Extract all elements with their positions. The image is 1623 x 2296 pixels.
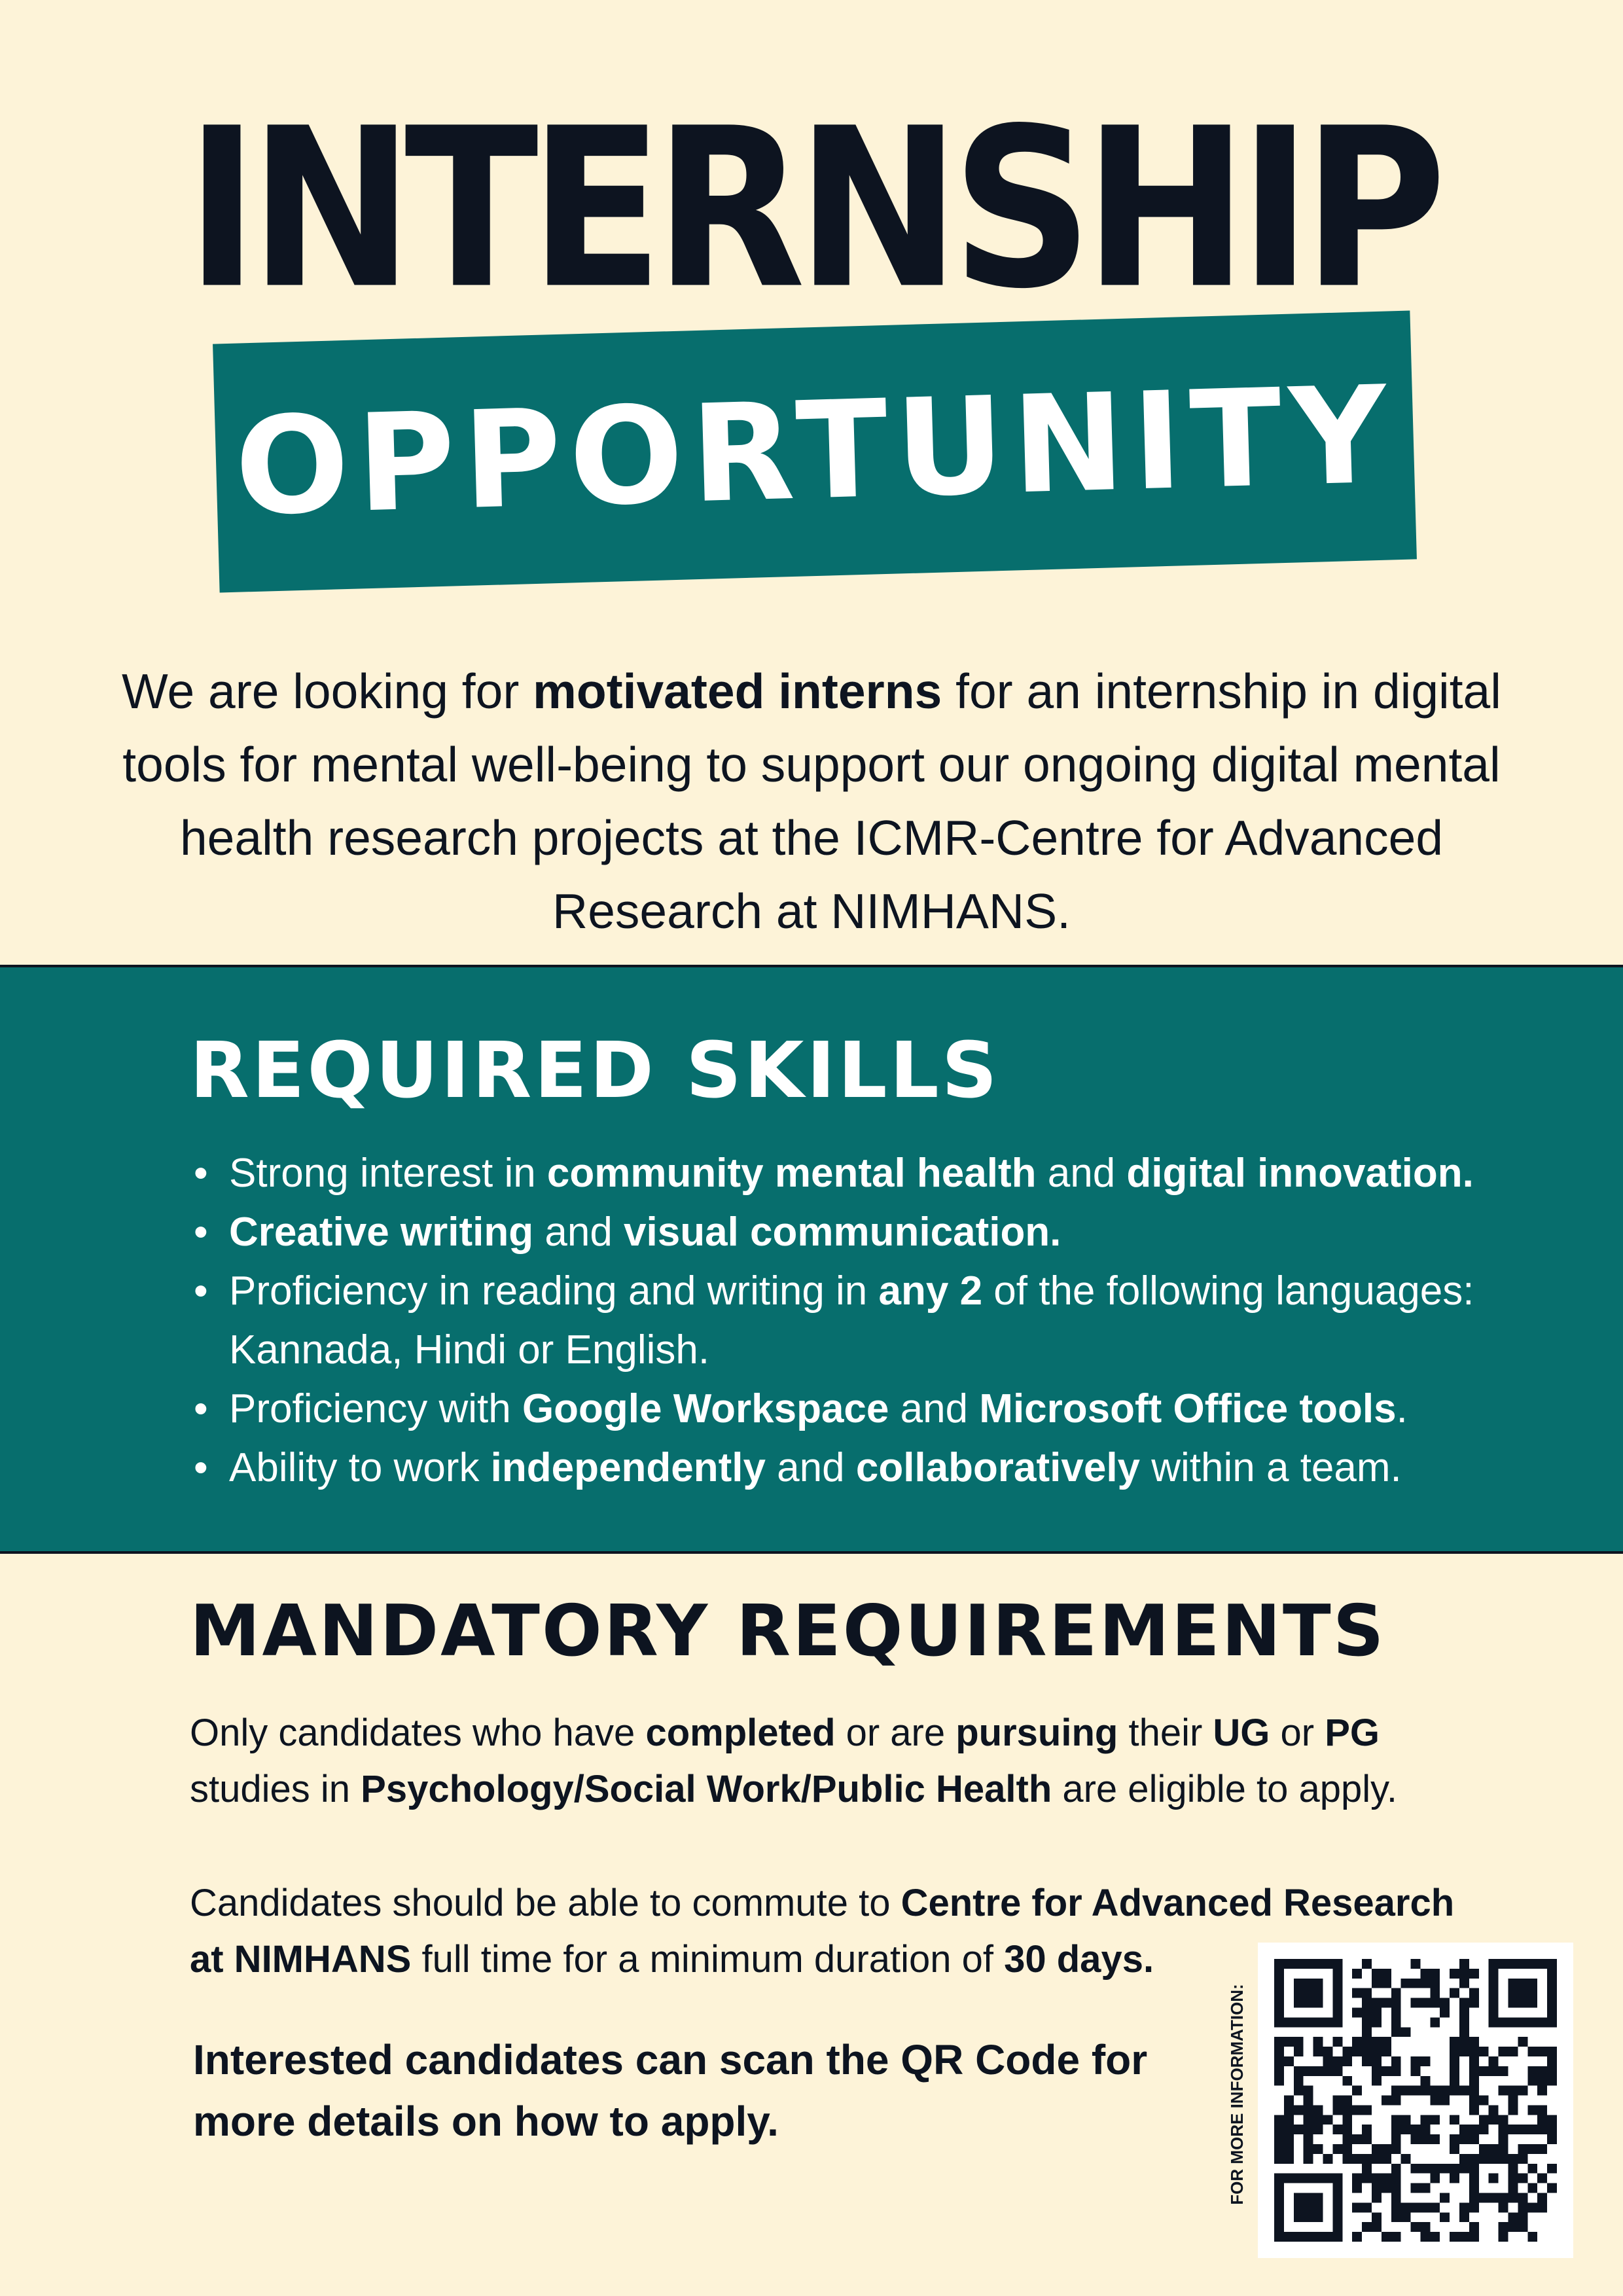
subtitle-text: OPPORTUNITY	[232, 357, 1397, 546]
intro-paragraph	[92, 655, 1531, 948]
skills-list	[190, 1144, 1531, 1498]
page-title: INTERNSHIP	[185, 81, 1438, 337]
skill-item: • Strong interest in community mental health and digital innovation.	[190, 1144, 1531, 1203]
qr-label: FOR MORE INFORMATION:	[1227, 1984, 1247, 2205]
intro-bold-1: motivated interns	[533, 664, 942, 719]
skills-heading: REQUIRED SKILLS	[190, 1025, 1000, 1115]
requirements-heading: MANDATORY REQUIREMENTS	[190, 1590, 1386, 1672]
qr-code-icon	[1274, 1959, 1557, 2242]
required-skills-section	[0, 965, 1623, 1554]
intro-text-1: We are looking for	[122, 664, 533, 719]
call-to-action: Interested candidates can scan the QR Code for more details on how to apply.	[193, 2036, 1148, 2145]
qr-code[interactable]	[1258, 1943, 1573, 2258]
eligibility-paragraph: Only candidates who have completed or are pursuing their UG or PG studies in Psychology/Social Work/Public Health are eligible to apply.	[190, 1712, 1397, 1810]
skill-item: • Ability to work independently and collaboratively within a team.	[190, 1439, 1531, 1498]
skill-item: • Proficiency in reading and writing in any 2 of the following languages: Kannada, Hindi or English.	[190, 1262, 1531, 1380]
intro-text-2: for an internship in digital tools for mental well-being to support our ongoing digital mental health research projects at the ICMR-Centre for Advanced Research at NIMHANS.	[122, 664, 1501, 939]
skill-item: • Proficiency with Google Workspace and Microsoft Office tools.	[190, 1380, 1531, 1439]
skill-item: • Creative writing and visual communication.	[190, 1203, 1531, 1262]
commute-paragraph: Candidates should be able to commute to Centre for Advanced Research at NIMHANS full time for a minimum duration of 30 days.	[190, 1882, 1455, 1981]
